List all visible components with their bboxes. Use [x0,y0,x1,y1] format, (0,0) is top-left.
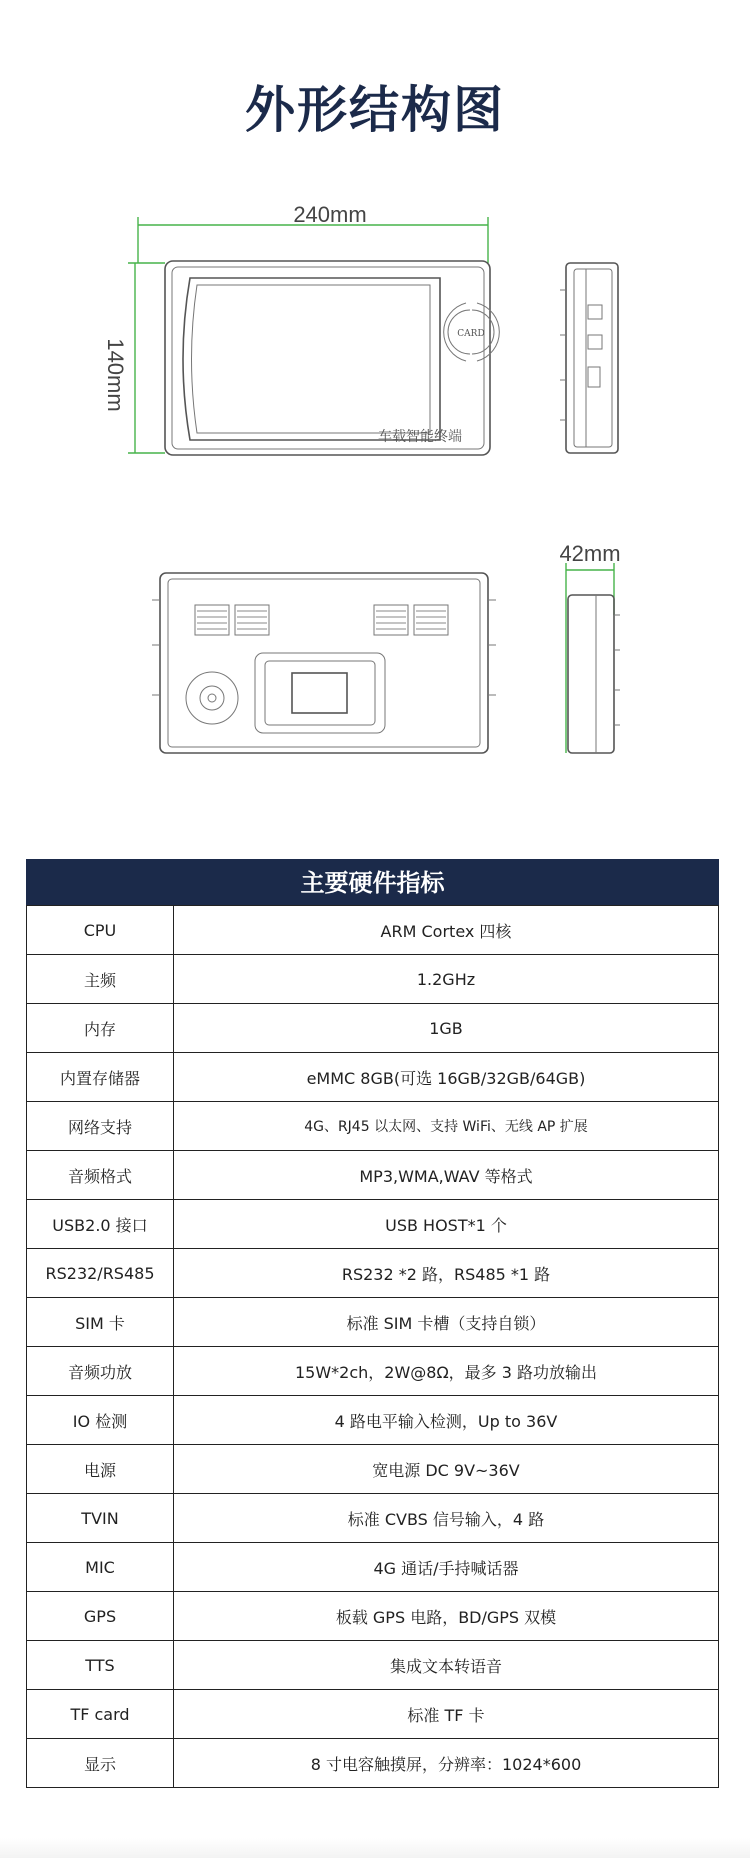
table-row [27,1690,719,1739]
table-row [27,1200,719,1249]
spec-key: MIC [27,1543,174,1592]
table-row [27,906,719,955]
spec-value: 4G 通话/手持喊话器 [174,1543,719,1592]
spec-value: ARM Cortex 四核 [174,906,719,955]
structure-drawings [0,195,750,775]
spec-value: 标准 CVBS 信号输入，4 路 [174,1494,719,1543]
spec-value: 标准 SIM 卡槽（支持自锁） [174,1298,719,1347]
spec-key: 内置存储器 [27,1053,174,1102]
front-view [103,202,499,455]
spec-key: 内存 [27,1004,174,1053]
table-row [27,955,719,1004]
table-row [27,1102,719,1151]
side-view-bottom [559,541,620,753]
width-dimension: 240mm [293,202,367,227]
spec-value: USB HOST*1 个 [174,1200,719,1249]
spec-value: RS232 *2 路，RS485 *1 路 [174,1249,719,1298]
table-row [27,1347,719,1396]
spec-key: RS232/RS485 [27,1249,174,1298]
table-row [27,1053,719,1102]
card-label: CARD [457,329,485,339]
table-row [27,1494,719,1543]
depth-dimension: 42mm [559,541,621,566]
spec-key: 主频 [27,955,174,1004]
table-row [27,1592,719,1641]
spec-key: 显示 [27,1739,174,1788]
table-row [27,1445,719,1494]
table-row [27,1641,719,1690]
spec-key: 网络支持 [27,1102,174,1151]
spec-value: 15W*2ch，2W@8Ω，最多 3 路功放输出 [174,1347,719,1396]
spec-value: 宽电源 DC 9V~36V [174,1445,719,1494]
spec-key: USB2.0 接口 [27,1200,174,1249]
spec-key: TF card [27,1690,174,1739]
table-row [27,1004,719,1053]
spec-value: 集成文本转语音 [174,1641,719,1690]
table-row [27,1396,719,1445]
spec-value: 1GB [174,1004,719,1053]
device-label: 车载智能终端 [378,429,462,445]
spec-value: eMMC 8GB(可选 16GB/32GB/64GB) [174,1053,719,1102]
spec-value: 板载 GPS 电路，BD/GPS 双模 [174,1592,719,1641]
spec-key: 音频功放 [27,1347,174,1396]
spec-key: CPU [27,906,174,955]
side-view-top [560,263,618,453]
table-header: 主要硬件指标 [26,859,719,905]
bottom-fade [0,1838,750,1858]
spec-value: MP3,WMA,WAV 等格式 [174,1151,719,1200]
hardware-spec-table [26,859,719,1788]
spec-value: 1.2GHz [174,955,719,1004]
table-row [27,1298,719,1347]
page-title: 外形结构图 [245,81,505,139]
back-view [152,573,496,753]
spec-key: 电源 [27,1445,174,1494]
height-dimension: 140mm [103,338,128,412]
table-row [27,1543,719,1592]
spec-key: GPS [27,1592,174,1641]
spec-value: 标准 TF 卡 [174,1690,719,1739]
spec-key: TVIN [27,1494,174,1543]
spec-value: 4G、RJ45 以太网、支持 WiFi、无线 AP 扩展 [174,1102,719,1151]
spec-key: SIM 卡 [27,1298,174,1347]
table-row [27,1151,719,1200]
spec-key: IO 检测 [27,1396,174,1445]
spec-value: 8 寸电容触摸屏，分辨率：1024*600 [174,1739,719,1788]
spec-key: 音频格式 [27,1151,174,1200]
table-row [27,1249,719,1298]
spec-value: 4 路电平输入检测，Up to 36V [174,1396,719,1445]
spec-key: TTS [27,1641,174,1690]
table-row [27,1739,719,1788]
